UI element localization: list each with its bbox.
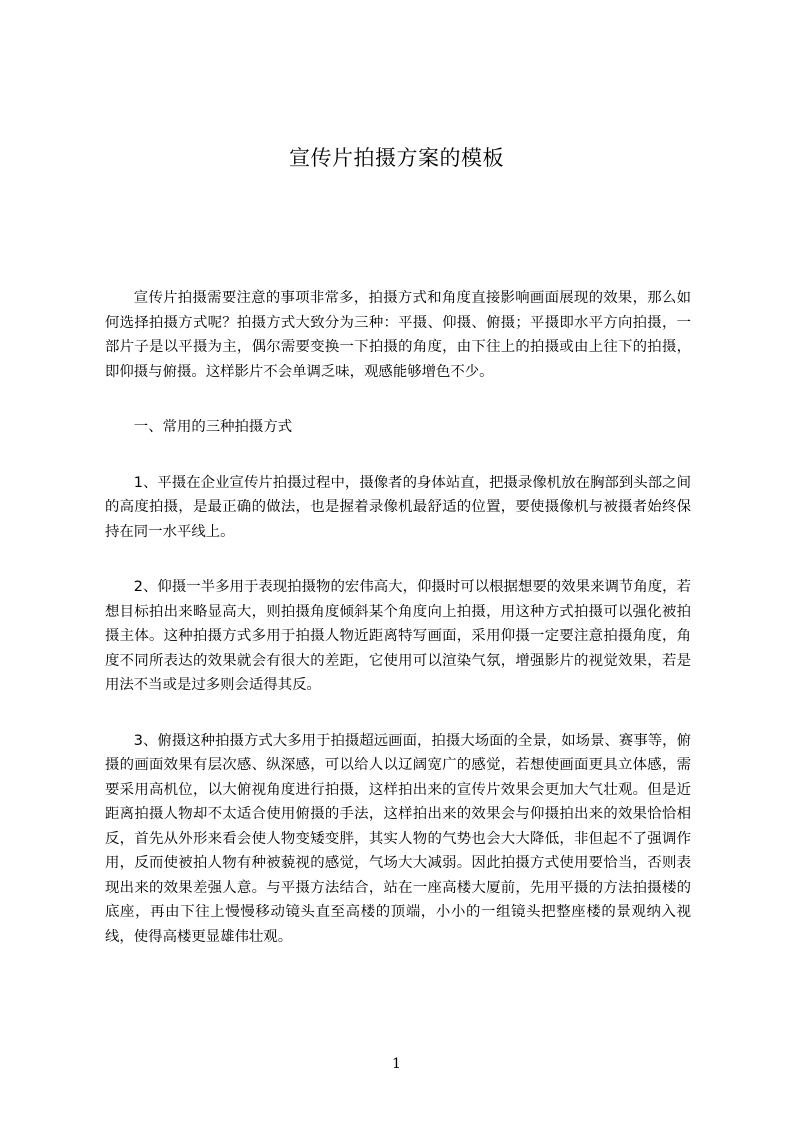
page-number: 1 — [392, 1056, 401, 1072]
paragraph-gap — [105, 384, 691, 415]
list-item: 2、仰摄一半多用于表现拍摄物的宏伟高大，仰摄时可以根据想要的效果来调节角度，若想目标拍出来略显高大，则拍摄角度倾斜某个角度向上拍摄，用这种方式拍摄可以强化被拍摄主体。这种拍摄方式多用于拍摄人物近距离特写画面，采用仰摄一定要注意拍摄角度，角度不同所表达的效果就会有很大的差距，它使用可以渲染气氛，增强影片的视觉效果，若是用法不当或是过多则会适得其反。 — [105, 579, 691, 693]
section-heading: 一、常用的三种拍摄方式 — [133, 419, 293, 435]
document-title: 宣传片拍摄方案的模板 — [289, 146, 504, 170]
document-body — [105, 286, 691, 949]
paragraph-gap — [105, 544, 691, 575]
paragraph-gap — [105, 440, 691, 471]
paragraph-gap — [105, 698, 691, 729]
list-item: 3、俯摄这种拍摄方式大多用于拍摄超远画面，拍摄大场面的全景，如场景、赛事等，俯摄的画面效果有层次感、纵深感，可以给人以辽阔宽广的感觉，若想使画面更具立体感，需要采用高机位，以大俯视角度进行拍摄，这样拍出来的宣传片效果会更加大气壮观。但是近距离拍摄人物却不太适合使用俯摄的手法，这样拍出来的效果会与仰摄拍出来的效果恰恰相反，首先从外形来看会使人物变矮变胖，其实人物的气势也会大大降低，非但起不了强调作用，反而使被拍人物有种被藐视的感觉，气场大大减弱。因此拍摄方式使用要恰当，否则表现出来的效果差强人意。与平摄方法结合，站在一座高楼大厦前，先用平摄的方法拍摄楼的底座，再由下往上慢慢移动镜头直至高楼的顶端，小小的一组镜头把整座楼的景观纳入视线，使得高楼更显雄伟壮观。 — [105, 732, 691, 945]
list-item: 1、平摄在企业宣传片拍摄过程中，摄像者的身体站直，把摄录像机放在胸部到头部之间的高度拍摄，是最正确的做法，也是握着录像机最舒适的位置，要使摄像机与被摄者始终保持在同一水平线上。 — [105, 474, 691, 540]
intro-paragraph: 宣传片拍摄需要注意的事项非常多，拍摄方式和角度直接影响画面展现的效果，那么如何选择拍摄方式呢？拍摄方式大致分为三种：平摄、仰摄、俯摄；平摄即水平方向拍摄，一部片子是以平摄为主，偶尔需要变换一下拍摄的角度，由下往上的拍摄或由上往下的拍摄，即仰摄与俯摄。这样影片不会单调乏味，观感能够增色不少。 — [105, 290, 691, 380]
